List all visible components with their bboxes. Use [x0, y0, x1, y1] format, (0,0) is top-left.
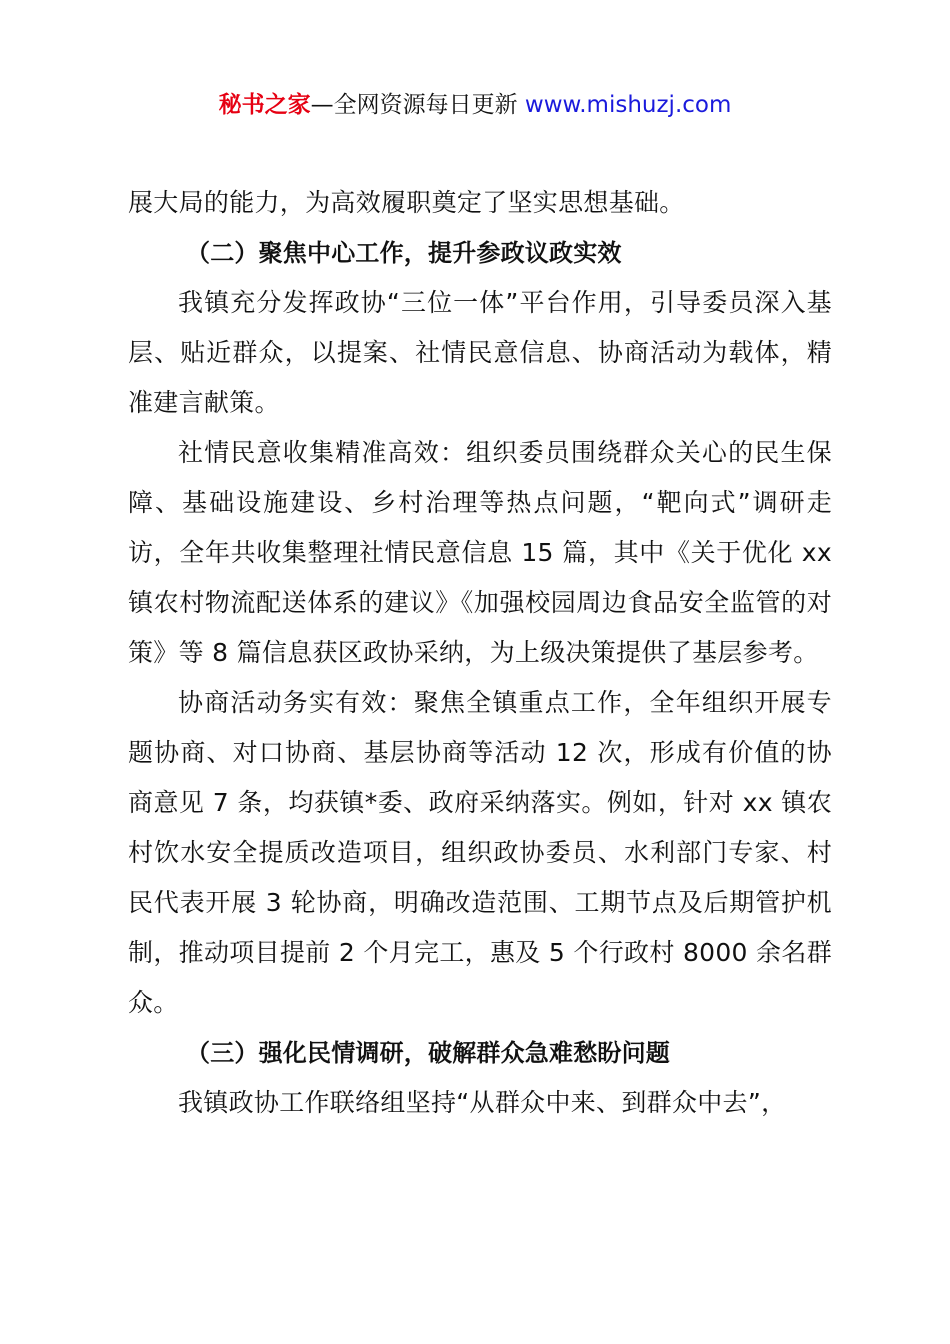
paragraph-consultation: 协商活动务实有效：聚焦全镇重点工作，全年组织开展专题协商、对口协商、基层协商等活动 12 次，形成有价值的协商意见 7 条，均获镇*委、政府采纳落实。例如，针对 xx 镇农村饮水安全提质改造项目，组织政协委员、水利部门专家、村民代表开展 3 轮协商，明确改造范围、工期节点及后期管护机制，推动项目提前 2 个月完工，惠及 5 个行政村 8000 余名群众。 — [128, 688, 832, 1017]
paragraph-liaison: 我镇政协工作联络组坚持“从群众中来、到群众中去”， — [178, 1088, 787, 1117]
document-body — [128, 178, 832, 1128]
paragraph-public-opinion: 社情民意收集精准高效：组织委员围绕群众关心的民生保障、基础设施建设、乡村治理等热点问题，“靶向式”调研走访，全年共收集整理社情民意信息 15 篇，其中《关于优化 xx 镇农村物流配送体系的建议》《加强校园周边食品安全监管的对策》等 8 篇信息获区政协采纳，为上级决策提供了基层参考。 — [128, 438, 832, 667]
brand-name: 秘书之家 — [218, 92, 311, 118]
header-tagline: —全网资源每日更新 — [310, 92, 525, 118]
site-url-link[interactable]: www.mishuzj.com — [524, 92, 732, 118]
section-heading-2: （二）聚焦中心工作，提升参政议政实效 — [186, 239, 622, 267]
section-heading-3: （三）强化民情调研，破解群众急难愁盼问题 — [186, 1039, 670, 1067]
paragraph-platform: 我镇充分发挥政协“三位一体”平台作用，引导委员深入基层、贴近群众，以提案、社情民意信息、协商活动为载体，精准建言献策。 — [128, 288, 832, 417]
site-header — [0, 88, 950, 122]
paragraph-continuation: 展大局的能力，为高效履职奠定了坚实思想基础。 — [128, 188, 685, 217]
